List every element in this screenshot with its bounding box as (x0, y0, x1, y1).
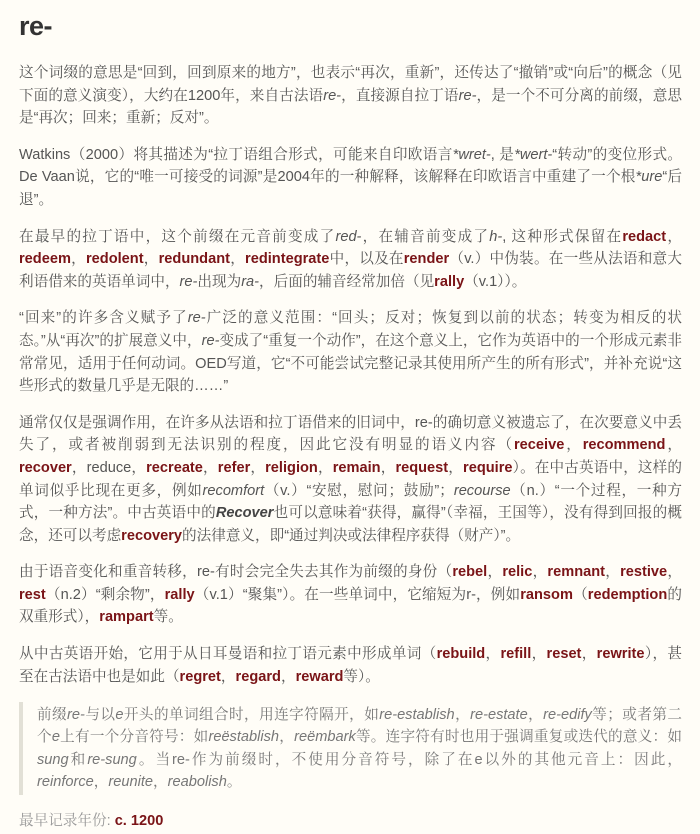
earliest-record (19, 809, 682, 830)
word-link-redemption[interactable]: redemption (587, 586, 668, 603)
word-link-reward[interactable]: reward (295, 668, 344, 685)
word-link-rebel[interactable]: rebel (452, 564, 488, 581)
word-link-regret[interactable]: regret (179, 668, 221, 685)
word-link-rampart[interactable]: rampart (99, 609, 154, 626)
paragraph-origin: 这个词缀的意思是“回到，回到原来的地方”，也表示“再次，重新”，还传达了“撤销”或“向后”的概念（见下面的意义演变），大约在1200年，来自古法语re-，直接源自拉丁语re-，是一个不可分离的前缀，意思是“再次；回来；重新；反对”。 (19, 65, 682, 127)
earliest-record-year: c. 1200 (114, 813, 164, 830)
word-link-refer[interactable]: refer (217, 459, 251, 476)
word-link-recommend[interactable]: recommend (582, 437, 666, 454)
word-link-redundant[interactable]: redundant (158, 251, 230, 268)
word-link-restive[interactable]: restive (620, 564, 668, 581)
word-link-rally[interactable]: rally (434, 273, 465, 290)
paragraph-intensive: 通常仅仅是强调作用，在许多从法语和拉丁语借来的旧词中，re-的确切意义被遗忘了，在次要意义中丢失了，或者被削弱到无法识别的程度，因此它没有明显的语义内容（receive，recommend，recover，reduce，recreate，refer，religion，remain，request，require）。在中古英语中，这样的单词似乎比现在更多，例如recomfort（v.）“安慰，慰问；鼓励”；recourse（n.）“一个过程，一种方式，一种方法”。中古英语中的Recover也可以意味着“获得，赢得”（幸福，王国等），没有得到回报的概念，还可以考虑recovery的法律意义，即“通过判决或法律程序获得（财产）”。 (19, 414, 682, 544)
word-link-receive[interactable]: receive (514, 437, 565, 454)
word-link-recovery[interactable]: recovery (121, 527, 183, 544)
word-link-rebuild[interactable]: rebuild (436, 646, 486, 663)
word-link-ransom[interactable]: ransom (520, 586, 573, 603)
word-link-recover[interactable]: recover (19, 459, 72, 476)
word-link-redintegrate[interactable]: redintegrate (245, 251, 330, 268)
paragraph-meanings: “回来”的许多含义赋予了re-广泛的意义范围：“回头；反对；恢复到以前的状态；转变为相反的状态。”从“再次”的扩展意义中，re-变成了“重复一个动作”，在这个意义上，它作为英语中的一个形成元素非常常见，适用于任何动词。OED写道，它“不可能尝试完整记录其使用所产生的所有形式”，并补充说“这些形式的数量几乎是无限的……” (19, 310, 683, 395)
word-link-reset[interactable]: reset (546, 646, 582, 663)
usage-note-blockquote (19, 702, 682, 795)
word-link-render[interactable]: render (403, 251, 450, 268)
word-link-redact[interactable]: redact (622, 228, 667, 245)
word-link-redolent[interactable]: redolent (85, 251, 144, 268)
word-link-relic[interactable]: relic (502, 564, 533, 581)
word-link-religion[interactable]: religion (265, 459, 318, 476)
word-link-remnant[interactable]: remnant (547, 564, 605, 581)
entry-title: re- (19, 11, 53, 41)
paragraph-sound-change: 由于语音变化和重音转移，re-有时会完全失去其作为前缀的身份（rebel，relic，remnant，restive，rest（n.2）“剩余物”，rally（v.1）“聚集”）。在一些单词中，它缩短为r-，例如ransom（redemption的双重形式），rampart等。 (19, 564, 682, 626)
paragraph-watkins: Watkins（2000）将其描述为“拉丁语组合形式，可能来自印欧语言*wret-, 是*wert-“转动”的变位形式。De Vaan说，它的“唯一可接受的词源”是2004年的一种解释，该解释在印欧语言中重建了一个根*ure“后退”。 (19, 146, 682, 208)
earliest-record-label: 最早记录年份: (19, 813, 115, 830)
word-link-rally[interactable]: rally (164, 586, 195, 603)
word-link-redeem[interactable]: redeem (19, 251, 71, 268)
word-link-remain[interactable]: remain (332, 459, 381, 476)
word-link-refill[interactable]: refill (500, 646, 532, 663)
paragraph-middle-english: 从中古英语开始，它用于从日耳曼语和拉丁语元素中形成单词（rebuild，refill，reset，rewrite），甚至在古法语中也是如此（regret，regard，reward等）。 (19, 646, 682, 685)
word-link-rewrite[interactable]: rewrite (596, 646, 645, 663)
paragraph-latin-forms: 在最早的拉丁语中，这个前缀在元音前变成了red-，在辅音前变成了h-, 这种形式保留在redact，redeem，redolent，redundant，redintegrate中，以及在render（v.）中伪装。在一些从法语和意大利语借来的英语单词中，re-出现为ra-，后面的辅音经常加倍（见rally（v.1））。 (19, 228, 682, 290)
word-link-recreate[interactable]: recreate (146, 459, 203, 476)
word-link-request[interactable]: request (395, 459, 449, 476)
word-link-rest[interactable]: rest (19, 586, 46, 603)
word-link-regard[interactable]: regard (235, 668, 281, 685)
usage-note: 前缀re-与以e开头的单词组合时，用连字符隔开，如re-establish，re-estate，re-edify等；或者第二个e上有一个分音符号：如reëstablish，reëmbark等。连字符有时也用于强调重复或迭代的意义：如sung和re-sung。当re-作为前缀时，不使用分音符号，除了在e以外的其他元音上：因此，reinforce，reunite，reabolish。 (37, 707, 682, 790)
word-link-require[interactable]: require (463, 459, 513, 476)
